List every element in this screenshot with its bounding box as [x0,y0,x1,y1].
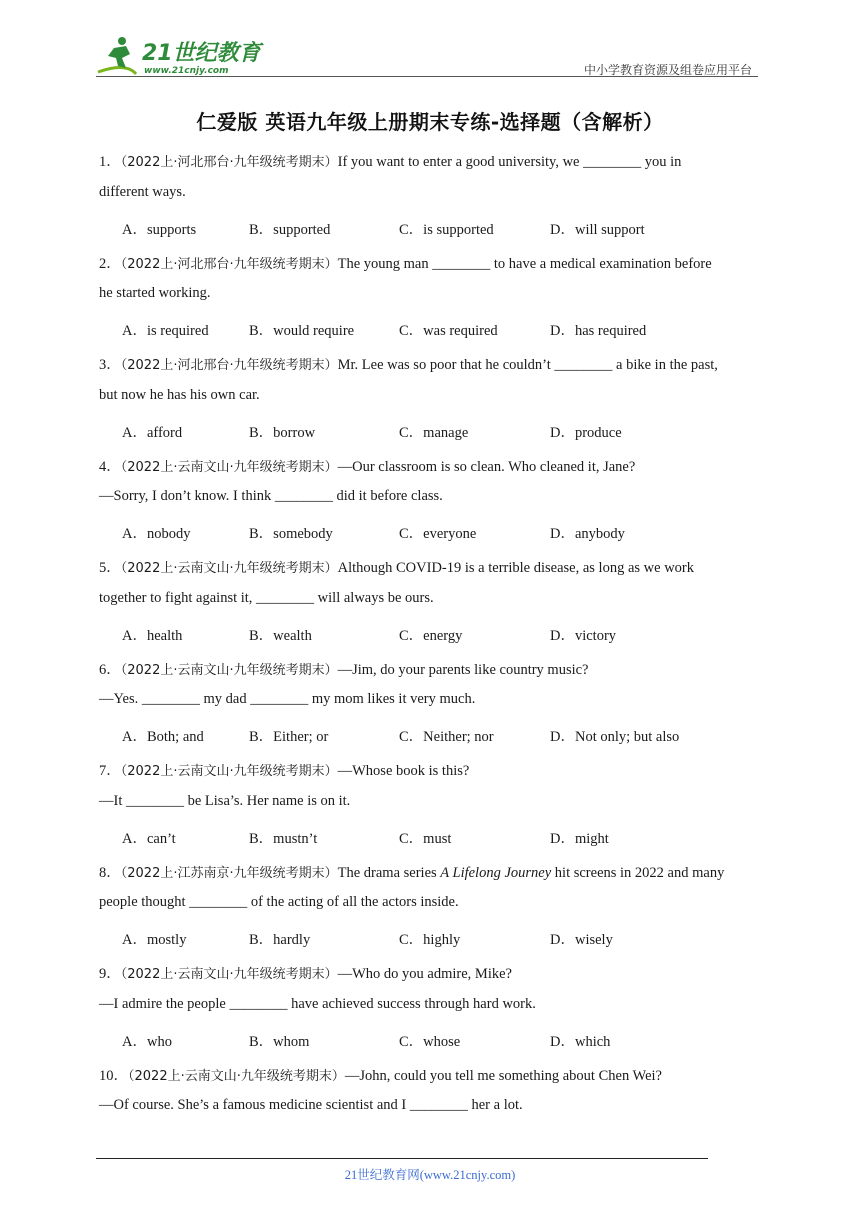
question-source: （2022上·云南文山·九年级统考期末） [120,561,338,576]
question-text: —Jim, do your parents like country music? [337,661,589,678]
option-c: C．must [399,830,452,847]
option-a: A．nobody [122,526,191,543]
question-text: —John, could you tell me something about Chen Wei? [344,1067,662,1084]
question-number: 8． [99,864,121,881]
footer-text: 21世纪教育网(www.21cnjy.com) [344,1168,516,1182]
question-line-1 [99,150,681,171]
question-number: 7． [99,763,121,779]
option-d: D．wisely [550,932,613,949]
question-number: 4． [99,458,121,475]
question-line-1 [99,353,718,374]
question-number: 6． [99,661,121,678]
option-b: B．mustn’t [249,830,318,847]
question-line-2: different ways. [99,183,186,200]
question-number: 3． [99,357,121,373]
option-c: C．whose [399,1033,461,1050]
option-a: A．supports [122,221,197,238]
question-line-1 [99,658,589,679]
option-c: C．Neither; nor [399,729,494,746]
question-text: Mr. Lee was so poor that he couldn’t ________ a bike in the past, [337,357,718,373]
option-a: A．Both; and [122,729,204,746]
question-text: The young man ________ to have a medical examination before [337,255,712,272]
option-a: A．afford [122,424,183,441]
option-a: A．mostly [122,932,187,949]
question-line-1 [99,1064,662,1085]
option-a: A．health [122,627,183,644]
logo-text: 21世纪教育 [142,41,261,66]
option-c: C．was required [399,323,498,340]
page-header [96,34,758,78]
option-c: C．everyone [399,526,477,543]
question-source: （2022上·云南文山·九年级统考期末） [128,1068,345,1084]
option-b: B．wealth [249,627,312,644]
question-line-2: but now he has his own car. [99,386,260,403]
option-d: D．victory [550,627,617,644]
option-c: C．is supported [399,221,494,238]
question-source: （2022上·江苏南京·九年级统考期末） [120,865,338,881]
platform-name: 中小学教育资源及组卷应用平台 [583,63,752,77]
option-a: A．is required [122,323,209,340]
option-b: B．Either; or [249,729,329,746]
question-line-2: he started working. [99,285,211,302]
question-line-2: —Yes. ________ my dad ________ my mom likes it very much. [99,691,476,708]
option-b: B．somebody [249,526,333,543]
option-d: D．will support [550,221,645,238]
question-number: 9． [99,966,121,982]
question-line-2: —I admire the people ________ have achieved success through hard work. [99,995,536,1012]
question-number: 2． [99,255,121,272]
question-line-2: —Sorry, I don’t know. I think ________ did it before class. [99,488,443,505]
question-text: The drama series [337,864,441,881]
page-title: 仁爱版 英语九年级上册期末专练-选择题（含解析） [196,110,664,134]
option-b: B．borrow [249,424,316,441]
option-c: C．energy [399,627,463,644]
question-line-1 [99,252,712,273]
question-line-2: people thought ________ of the acting of all the actors inside. [99,894,459,911]
question-source: （2022上·云南文山·九年级统考期末） [120,967,338,982]
option-a: A．who [122,1033,172,1050]
question-line-1 [99,861,724,882]
option-d: D．might [550,830,609,847]
question-text: —Who do you admire, Mike? [337,966,512,982]
option-b: B．hardly [249,932,311,949]
question-line-2: —It ________ be Lisa’s. Her name is on it. [99,792,351,809]
question-line-2: together to fight against it, ________ will always be ours. [99,589,434,606]
question-title-italic: A Lifelong Journey [440,864,552,881]
option-c: C．highly [399,932,461,949]
question-source: （2022上·河北邢台·九年级统考期末） [120,256,338,272]
question-text: —Whose book is this? [337,763,470,779]
logo-21cnjy [96,34,266,78]
option-d: D．produce [550,424,622,441]
option-d: D．has required [550,323,647,340]
option-a: A．can’t [122,830,176,847]
option-c: C．manage [399,424,469,441]
option-d: D．which [550,1033,611,1050]
option-d: D．anybody [550,526,625,543]
question-line-1 [99,962,512,983]
header-divider [96,76,758,77]
question-source: （2022上·河北邢台·九年级统考期末） [120,358,338,373]
question-source: （2022上·河北邢台·九年级统考期末） [120,155,338,170]
question-line-1 [99,455,635,476]
question-text: hit screens in 2022 and many [551,864,725,881]
question-number: 1． [99,154,121,170]
option-d: D．Not only; but also [550,729,680,746]
question-line-1 [99,759,469,780]
question-text: If you want to enter a good university, we ________ you in [337,154,682,170]
question-source: （2022上·云南文山·九年级统考期末） [120,662,338,678]
footer-divider [96,1158,708,1159]
question-text: —Our classroom is so clean. Who cleaned it, Jane? [337,458,636,475]
option-b: B．would require [249,323,355,340]
option-b: B．whom [249,1033,310,1050]
question-text: Although COVID-19 is a terrible disease, as long as we work [337,560,694,576]
option-b: B．supported [249,221,331,238]
logo-url: www.21cnjy.com [144,66,229,76]
question-number: 10． [99,1067,128,1084]
question-line-2: —Of course. She’s a famous medicine scientist and I ________ her a lot. [99,1097,523,1114]
question-source: （2022上·云南文山·九年级统考期末） [120,764,338,779]
question-source: （2022上·云南文山·九年级统考期末） [120,459,338,475]
question-number: 5． [99,560,121,576]
question-line-1 [99,556,694,577]
